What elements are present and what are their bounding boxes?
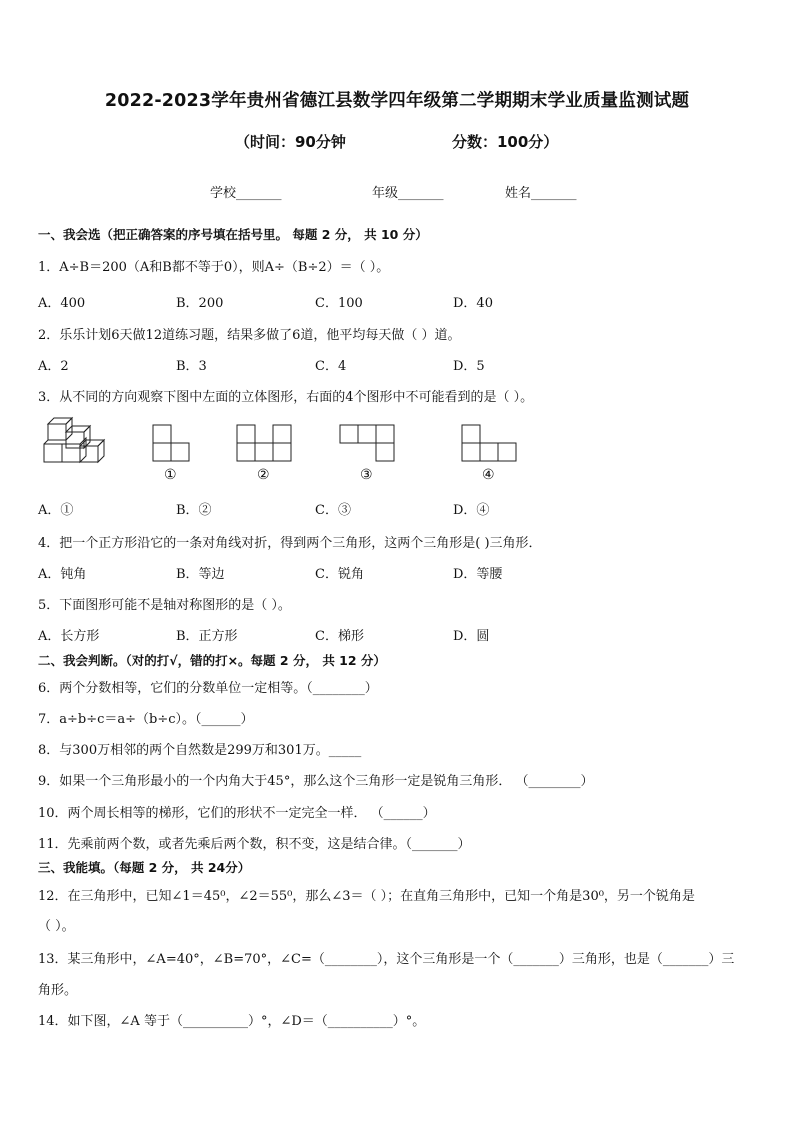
q2-option-b[interactable]: B．3 (176, 359, 207, 374)
q2-option-c[interactable]: C．4 (315, 359, 347, 374)
q1-option-b[interactable]: B．200 (176, 296, 224, 311)
q4-option-b[interactable]: B．等边 (176, 567, 225, 582)
section2-heading: 二、我会判断。（对的打√，错的打×。每题 2 分， 共 12 分） (38, 653, 386, 668)
exam-time: （时间：90分钟 (235, 133, 346, 151)
figure-label-1: ① (164, 467, 177, 483)
q1-option-a[interactable]: A．400 (38, 296, 86, 311)
q3-option-d[interactable]: D．④ (453, 503, 490, 518)
school-field[interactable]: 学校_______ (210, 186, 282, 201)
question-13: 13．某三角形中，∠A=40°，∠B=70°，∠C=（________），这个三角形是一个（_______）三角形，也是（_______）三 (38, 952, 735, 967)
question-12-cont: （ ）。 (38, 919, 75, 934)
question-13-cont: 角形。 (38, 983, 78, 998)
question-10: 10．两个周长相等的梯形，它们的形状不一定完全一样． （______） (38, 806, 436, 821)
figure-label-3: ③ (360, 467, 373, 483)
figure-label-2: ② (257, 467, 270, 483)
q3-option-b[interactable]: B．② (176, 503, 212, 518)
q2-option-a[interactable]: A．2 (38, 359, 69, 374)
q5-option-b[interactable]: B．正方形 (176, 629, 238, 644)
name-field[interactable]: 姓名_______ (505, 186, 577, 201)
q5-option-c[interactable]: C．梯形 (315, 629, 364, 644)
question-6: 6．两个分数相等，它们的分数单位一定相等。（________） (38, 681, 378, 696)
q1-option-c[interactable]: C．100 (315, 296, 363, 311)
cube-stack-figure (40, 416, 112, 468)
question-1: 1．A÷B＝200（A和B都不等于0），则A÷（B÷2）＝（ ）。 (38, 260, 390, 275)
q4-option-c[interactable]: C．锐角 (315, 567, 364, 582)
figure-label-4: ④ (482, 467, 495, 483)
view-shape-2 (236, 424, 294, 462)
q4-option-d[interactable]: D．等腰 (453, 567, 503, 582)
question-4: 4．把一个正方形沿它的一条对角线对折，得到两个三角形，这两个三角形是( )三角形． (38, 536, 542, 551)
question-2: 2．乐乐计划6天做12道练习题，结果多做了6道，他平均每天做（ ）道。 (38, 328, 461, 343)
question-8: 8．与300万相邻的两个自然数是299万和301万。_____ (38, 743, 362, 758)
page-title: 2022-2023学年贵州省德江县数学四年级第二学期期末学业质量监测试题 (104, 91, 690, 111)
question-11: 11．先乘前两个数，或者先乘后两个数，积不变，这是结合律。（_______） (38, 837, 471, 852)
q5-option-d[interactable]: D．圆 (453, 629, 490, 644)
exam-score: 分数：100分） (452, 133, 559, 151)
question-12: 12．在三角形中，已知∠1＝45⁰，∠2＝55⁰，那么∠3＝（ ）；在直角三角形中，已知一个角是30⁰，另一个锐角是 (38, 889, 695, 904)
q1-option-d[interactable]: D．40 (453, 296, 493, 311)
section3-heading: 三、我能填。（每题 2 分， 共 24分） (38, 860, 251, 875)
view-shape-3 (339, 424, 397, 462)
q4-option-a[interactable]: A．钝角 (38, 567, 87, 582)
view-shape-1 (152, 424, 190, 462)
question-9: 9．如果一个三角形最小的一个内角大于45°，那么这个三角形一定是锐角三角形． （________） (38, 774, 594, 789)
q5-option-a[interactable]: A．长方形 (38, 629, 100, 644)
question-14: 14．如下图，∠A 等于（__________）°，∠D＝（__________）°。 (38, 1014, 426, 1029)
q2-option-d[interactable]: D．5 (453, 359, 485, 374)
question-3: 3．从不同的方向观察下图中左面的立体图形，右面的4个图形中不可能看到的是（ ）。 (38, 390, 534, 405)
section1-heading: 一、我会选（把正确答案的序号填在括号里。 每题 2 分， 共 10 分） (38, 227, 428, 242)
question-5: 5．下面图形可能不是轴对称图形的是（ ）。 (38, 598, 291, 613)
view-shape-4 (461, 424, 519, 462)
q3-option-c[interactable]: C．③ (315, 503, 351, 518)
q3-option-a[interactable]: A．① (38, 503, 74, 518)
grade-field[interactable]: 年级_______ (372, 186, 444, 201)
question-7: 7．a÷b÷c＝a÷（b÷c）。（______） (38, 712, 254, 727)
